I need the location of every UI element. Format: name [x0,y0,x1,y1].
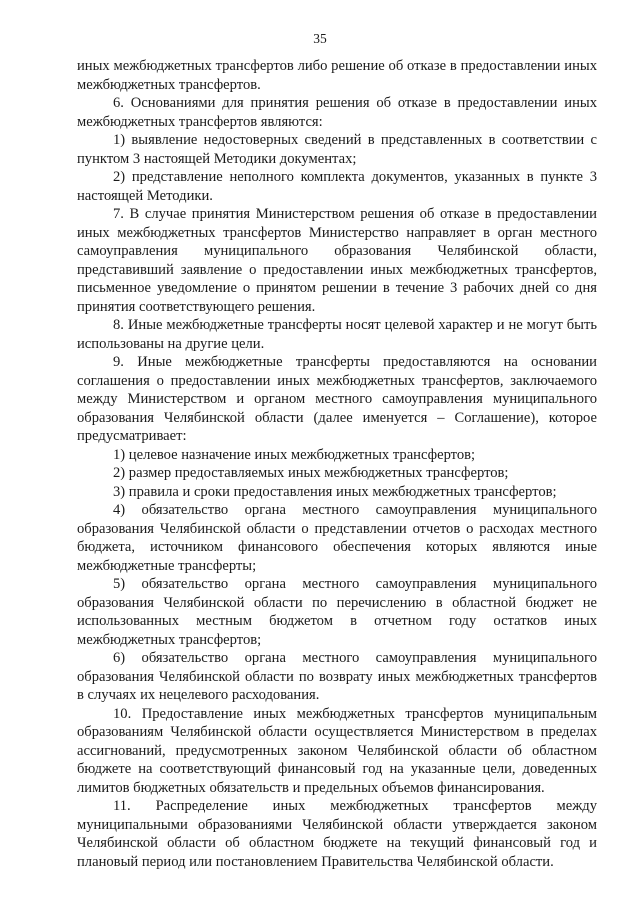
document-body [77,57,597,871]
paragraph: 6. Основаниями для принятия решения об отказе в предоставлении иных межбюджетных трансфертов являются: [77,95,597,130]
page-number: 35 [313,31,327,46]
paragraph: 8. Иные межбюджетные трансферты носят целевой характер и не могут быть использованы на другие цели. [77,317,597,352]
paragraph: 5) обязательство органа местного самоуправления муниципального образования Челябинской области по перечислению в областной бюджет не использованных местным бюджетом в отчетном году остатков иных межбюджетных трансфертов; [77,576,597,648]
paragraph: 1) выявление недостоверных сведений в представленных в соответствии с пунктом 3 настоящей Методики документах; [77,132,597,167]
paragraph: 7. В случае принятия Министерством решения об отказе в предоставлении иных межбюджетных трансфертов Министерство направляет в орган местного самоуправления муниципального образования Челябинской области, представивший заявление о предоставлении иных межбюджетных трансфертов, письменное уведомление о принятом решении в течение 3 рабочих дней со дня принятия соответствующего решения. [77,206,597,315]
paragraph: иных межбюджетных трансфертов либо решение об отказе в предоставлении иных межбюджетных трансфертов. [77,58,597,93]
paragraph: 10. Предоставление иных межбюджетных трансфертов муниципальным образованиям Челябинской области осуществляется Министерством в пределах ассигнований, предусмотренных законом Челябинской области об областном бюджете на соответствующий финансовый год на указанные цели, доведенных лимитов бюджетных обязательств и предельных объемов финансирования. [77,705,597,796]
paragraph: 4) обязательство органа местного самоуправления муниципального образования Челябинской области о представлении отчетов о расходах местного бюджета, источником финансового обеспечения которых являются иные межбюджетные трансферты; [77,502,597,574]
paragraph: 1) целевое назначение иных межбюджетных трансфертов; [113,446,476,463]
paragraph: 3) правила и сроки предоставления иных межбюджетных трансфертов; [113,483,557,500]
paragraph: 2) представление неполного комплекта документов, указанных в пункте 3 настоящей Методики. [77,169,597,204]
paragraph: 6) обязательство органа местного самоуправления муниципального образования Челябинской области по возврату иных межбюджетных трансфертов в случаях их нецелевого расходования. [77,650,597,703]
paragraph: 2) размер предоставляемых иных межбюджетных трансфертов; [113,465,509,481]
paragraph: 11. Распределение иных межбюджетных трансфертов между муниципальными образованиями Челябинской области утверждается законом Челябинской области об областном бюджете на текущий финансовый год и плановый период или постановлением Правительства Челябинской области. [77,798,597,870]
paragraph: 9. Иные межбюджетные трансферты предоставляются на основании соглашения о предоставлении иных межбюджетных трансфертов, заключаемого между Министерством и органом местного самоуправления муниципального образования Челябинской области (далее именуется – Соглашение), которое предусматривает: [77,354,597,444]
